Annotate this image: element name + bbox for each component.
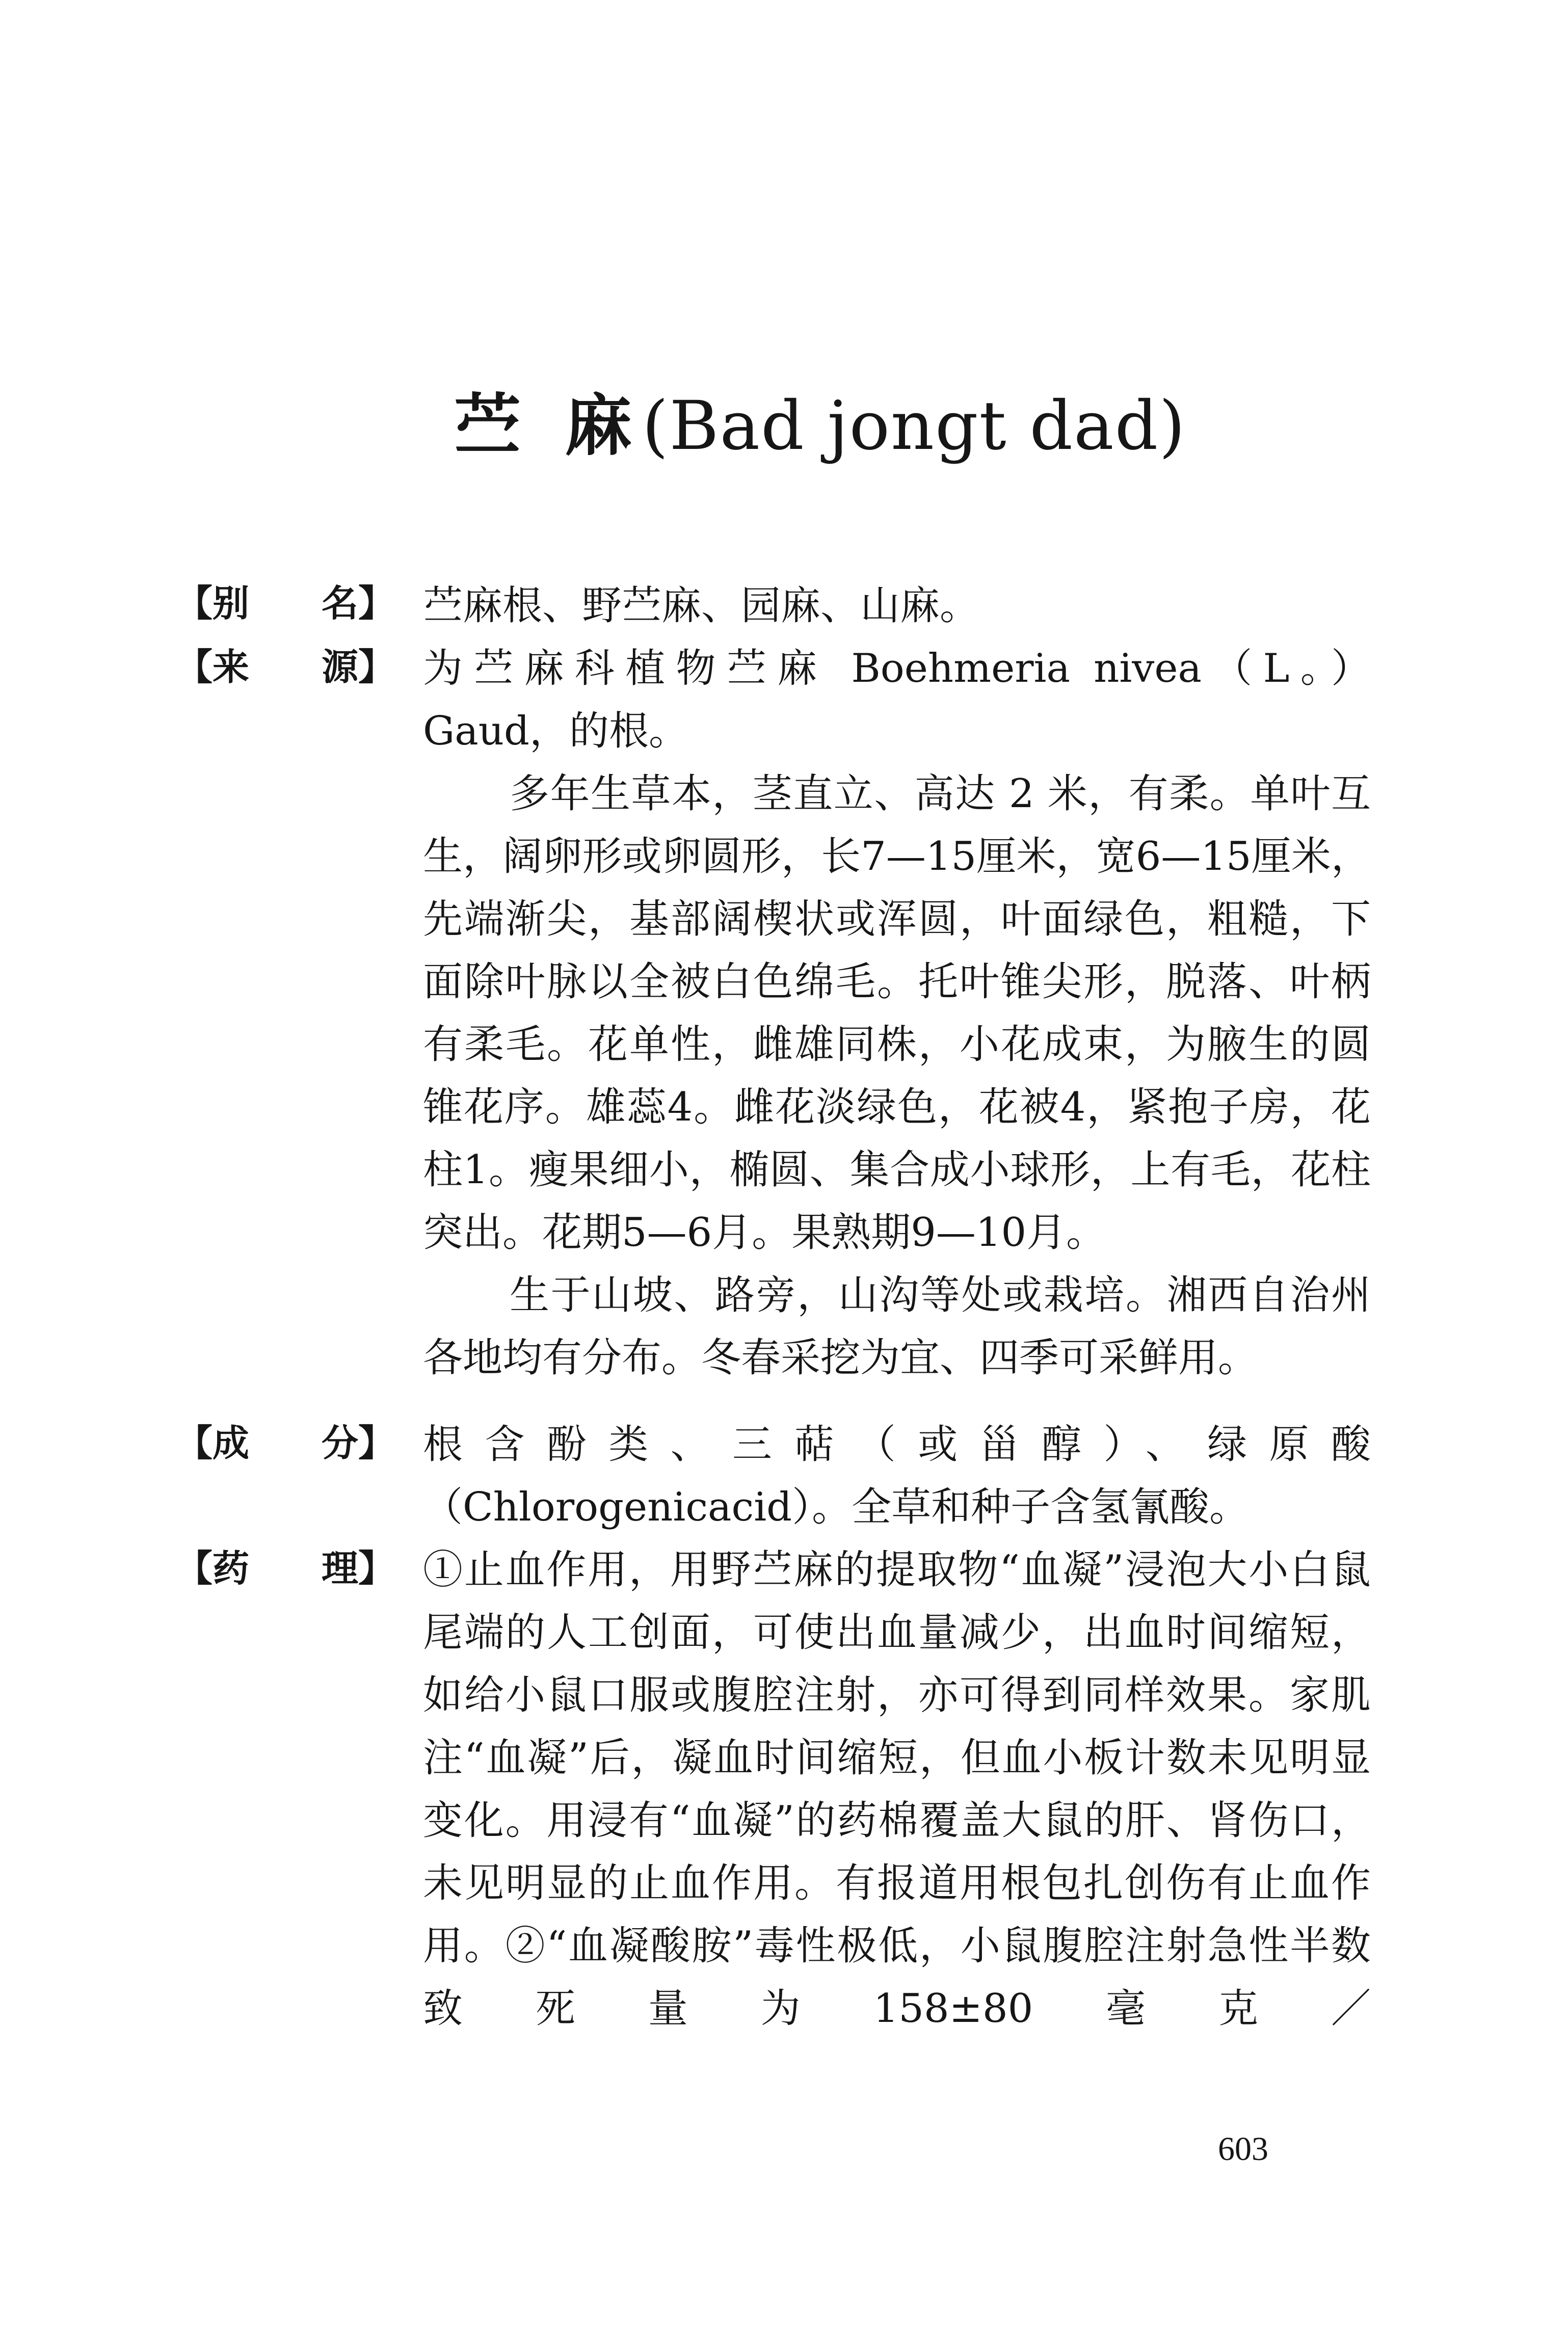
entry-body-composition — [423, 1413, 1371, 1539]
entry-text: 根含酚类、三萜（或甾醇）、绿原酸（Chlorogenicacid）。全草和种子含氢氰酸。 — [423, 1422, 1371, 1530]
label-right: 理】 — [321, 1546, 395, 1590]
title-chinese: 苎 麻 — [454, 386, 642, 465]
label-right: 源】 — [321, 645, 395, 688]
entry-text: ①止血作用，用野苎麻的提取物“血凝”浸泡大小白鼠尾端的人工创面，可使出血量减少，出血时间缩短，如给小鼠口服或腹腔注射，亦可得到同样效果。家肌注“血凝”后，凝血时间缩短，但血小板计数未见明显变化。用浸有“血凝”的药棉覆盖大鼠的肝、肾伤口，未见明显的止血作用。有报道用根包扎创伤有止血作用。②“血凝酸胺”毒性极低，小鼠腹腔注射急性半数致死量为158±80毫克／ — [423, 1547, 1371, 2032]
entry-label-source — [176, 645, 395, 688]
label-left: 【成 — [176, 1421, 250, 1464]
label-right: 分】 — [321, 1421, 395, 1464]
entry-paragraph-habitat: 生于山坡、路旁，山沟等处或栽培。湘西自治州各地均有分布。冬春采挖为宜、四季可采鲜用。 — [423, 1272, 1371, 1381]
title-latin: (Bad jongt dad) — [642, 387, 1186, 465]
page-title — [454, 386, 1186, 465]
label-right: 名】 — [321, 581, 395, 625]
entry-text-source-line: 为苎麻科植物苎麻 Boehmeria nivea（L。） — [423, 646, 1371, 691]
page-number: 603 — [1218, 2130, 1268, 2168]
entry-label-pharmacology — [176, 1546, 395, 1590]
entry-text-source-line: Gaud，的根。 — [423, 708, 688, 754]
entry-paragraph-description: 多年生草本，茎直立、高达 2 米，有柔。单叶互生，阔卵形或卵圆形，长7—15厘米，宽6—15厘米，先端渐尖，基部阔楔状或浑圆，叶面绿色，粗糙，下面除叶脉以全被白色绵毛。托叶锥尖形，脱落、叶柄有柔毛。花单性，雌雄同株，小花成束，为腋生的圆锥花序。雄蕊4。雌花淡绿色，花被4，紧抱子房，花柱1。瘦果细小，椭圆、集合成小球形，上有毛，花柱突出。花期5—6月。果熟期9—10月。 — [423, 771, 1371, 1256]
entry-body-source — [423, 637, 1371, 1390]
label-left: 【来 — [176, 645, 250, 688]
entry-label-composition — [176, 1421, 395, 1464]
entry-text: 苎麻根、野苎麻、园麻、山麻。 — [423, 583, 980, 629]
entry-body-alias — [423, 575, 1371, 637]
entry-label-alias — [176, 581, 395, 625]
label-left: 【别 — [176, 581, 250, 625]
label-left: 【药 — [176, 1546, 250, 1590]
entry-body-pharmacology — [423, 1539, 1371, 2040]
